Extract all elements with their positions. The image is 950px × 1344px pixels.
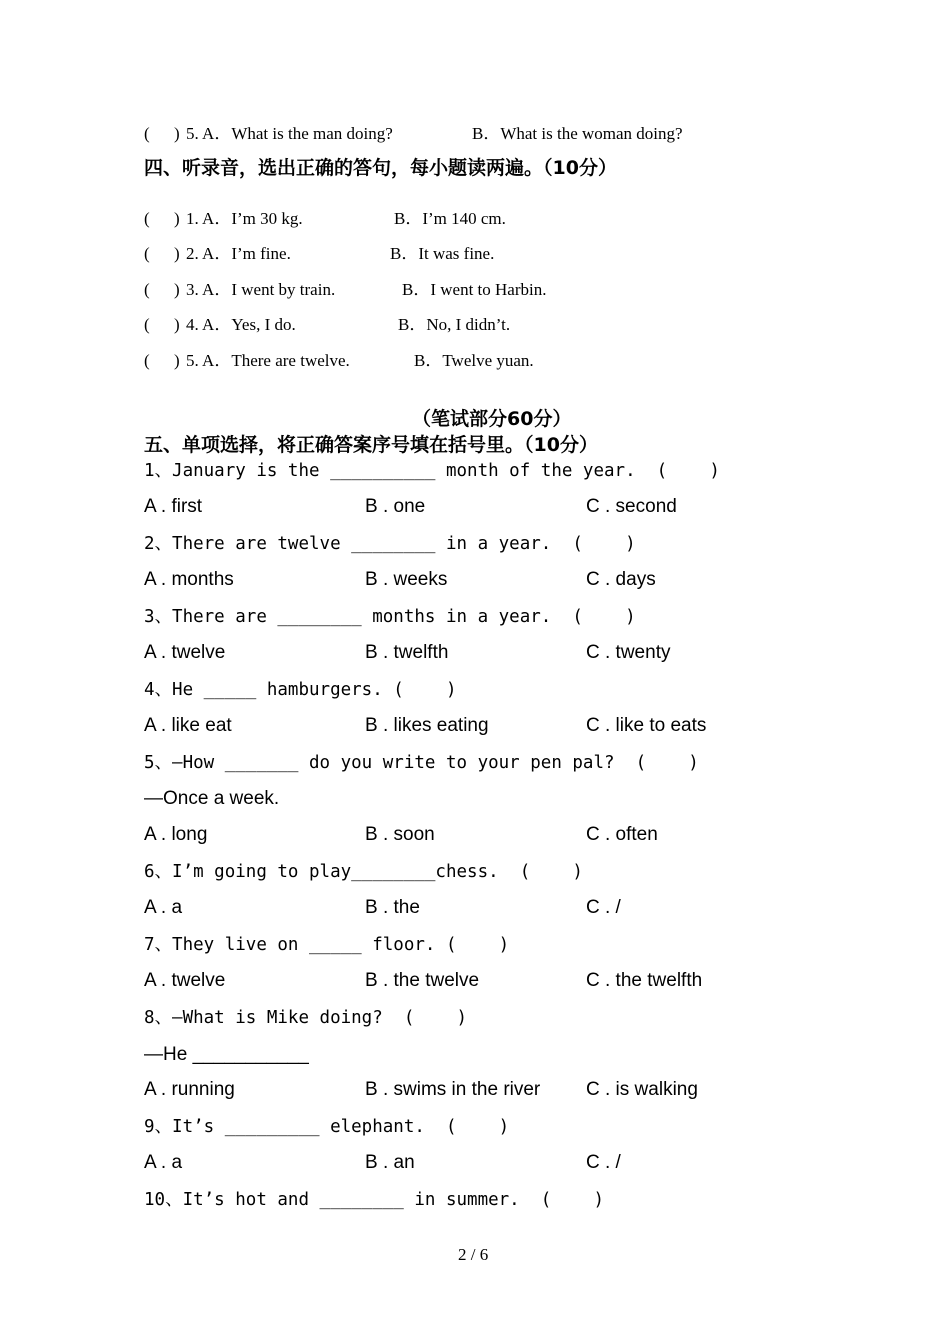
s4-q4-paren[interactable]: ( xyxy=(144,315,150,334)
s4-q1-option-b: B．I’m 140 cm. xyxy=(394,209,506,228)
s5-q7-option-c[interactable]: C . the twelfth xyxy=(586,970,703,991)
s5-q9-option-c[interactable]: C . / xyxy=(586,1152,621,1173)
s4-q4-option-b: B．No, I didn’t. xyxy=(398,315,511,334)
s5-q2-option-c[interactable]: C . days xyxy=(586,569,656,590)
s5-q3-option-b[interactable]: B . twelfth xyxy=(365,642,449,663)
s5-q2-option-a[interactable]: A . months xyxy=(144,569,234,590)
s5-q4-option-b[interactable]: B . likes eating xyxy=(365,715,489,736)
section4-title: 四、听录音，选出正确的答句，每小题读两遍。（10分） xyxy=(144,157,617,179)
s5-q8-option-c[interactable]: C . is walking xyxy=(586,1079,698,1100)
section5-title: 五、单项选择，将正确答案序号填在括号里。（10分） xyxy=(144,434,598,456)
s5-q9-stem: 9、It’s _________ elephant. ( ) xyxy=(144,1117,510,1137)
s5-q1-option-b[interactable]: B . one xyxy=(365,496,426,517)
s5-q6-option-a[interactable]: A . a xyxy=(144,897,183,918)
s4-q2-option-a: 2. A．I’m fine. xyxy=(186,244,291,263)
s5-q2-option-b[interactable]: B . weeks xyxy=(365,569,448,590)
listening-q5-paren[interactable]: ( xyxy=(144,124,150,143)
s5-q5-option-b[interactable]: B . soon xyxy=(365,824,435,845)
s4-q3-option-a: 3. A．I went by train. xyxy=(186,280,336,299)
s4-q1-paren-close: ) xyxy=(174,209,180,228)
s5-q4-stem: 4、He _____ hamburgers. ( ) xyxy=(144,680,457,700)
s4-q3-option-b: B．I went to Harbin. xyxy=(402,280,547,299)
s5-q4-option-a[interactable]: A . like eat xyxy=(144,715,232,736)
s5-q10-stem: 10、It’s hot and ________ in summer. ( ) xyxy=(144,1190,605,1210)
s5-q5-stem: 5、—How _______ do you write to your pen pal? ( ) xyxy=(144,753,699,773)
s4-q1-paren[interactable]: ( xyxy=(144,209,150,228)
s5-q7-option-a[interactable]: A . twelve xyxy=(144,970,226,991)
s4-q2-paren[interactable]: ( xyxy=(144,244,150,263)
listening-q5-paren-close: ) xyxy=(174,124,180,143)
s4-q3-paren[interactable]: ( xyxy=(144,280,150,299)
s5-q3-stem: 3、There are ________ months in a year. ( ) xyxy=(144,607,636,627)
s4-q2-paren-close: ) xyxy=(174,244,180,263)
s5-q5-option-a[interactable]: A . long xyxy=(144,824,208,845)
s5-q8-stem: 8、—What is Mike doing? ( ) xyxy=(144,1008,468,1028)
s4-q1-option-a: 1. A．I’m 30 kg. xyxy=(186,209,303,228)
listening-q5-option-b: B．What is the woman doing? xyxy=(472,124,683,143)
s5-q6-option-b[interactable]: B . the xyxy=(365,897,420,918)
s5-q6-option-c[interactable]: C . / xyxy=(586,897,621,918)
s5-q7-stem: 7、They live on _____ floor. ( ) xyxy=(144,935,510,955)
s4-q5-option-b: B．Twelve yuan. xyxy=(414,351,534,370)
s4-q4-option-a: 4. A．Yes, I do. xyxy=(186,315,296,334)
page-number: 2 / 6 xyxy=(458,1245,489,1264)
s4-q5-paren[interactable]: ( xyxy=(144,351,150,370)
s5-q5-reply: —Once a week. xyxy=(144,788,280,809)
listening-q5-option-a: 5. A．What is the man doing? xyxy=(186,124,393,143)
s5-q4-option-c[interactable]: C . like to eats xyxy=(586,715,707,736)
s5-q8-reply: —He ___________ xyxy=(144,1044,309,1065)
s5-q8-option-a[interactable]: A . running xyxy=(144,1079,235,1100)
s4-q2-option-b: B．It was fine. xyxy=(390,244,495,263)
written-part-title: （笔试部分60分） xyxy=(412,408,572,430)
s5-q1-option-a[interactable]: A . first xyxy=(144,496,203,517)
s5-q9-option-b[interactable]: B . an xyxy=(365,1152,415,1173)
s5-q5-option-c[interactable]: C . often xyxy=(586,824,658,845)
s5-q1-stem: 1、January is the __________ month of the year. ( ) xyxy=(144,461,720,481)
s5-q2-stem: 2、There are twelve ________ in a year. ( ) xyxy=(144,534,636,554)
s4-q4-paren-close: ) xyxy=(174,315,180,334)
s5-q1-option-c[interactable]: C . second xyxy=(586,496,677,517)
s5-q6-stem: 6、I’m going to play________chess. ( ) xyxy=(144,862,583,882)
s5-q9-option-a[interactable]: A . a xyxy=(144,1152,183,1173)
s5-q3-option-c[interactable]: C . twenty xyxy=(586,642,671,663)
s5-q8-option-b[interactable]: B . swims in the river xyxy=(365,1079,541,1100)
s5-q3-option-a[interactable]: A . twelve xyxy=(144,642,226,663)
s4-q3-paren-close: ) xyxy=(174,280,180,299)
s4-q5-option-a: 5. A．There are twelve. xyxy=(186,351,350,370)
s4-q5-paren-close: ) xyxy=(174,351,180,370)
s5-q7-option-b[interactable]: B . the twelve xyxy=(365,970,480,991)
